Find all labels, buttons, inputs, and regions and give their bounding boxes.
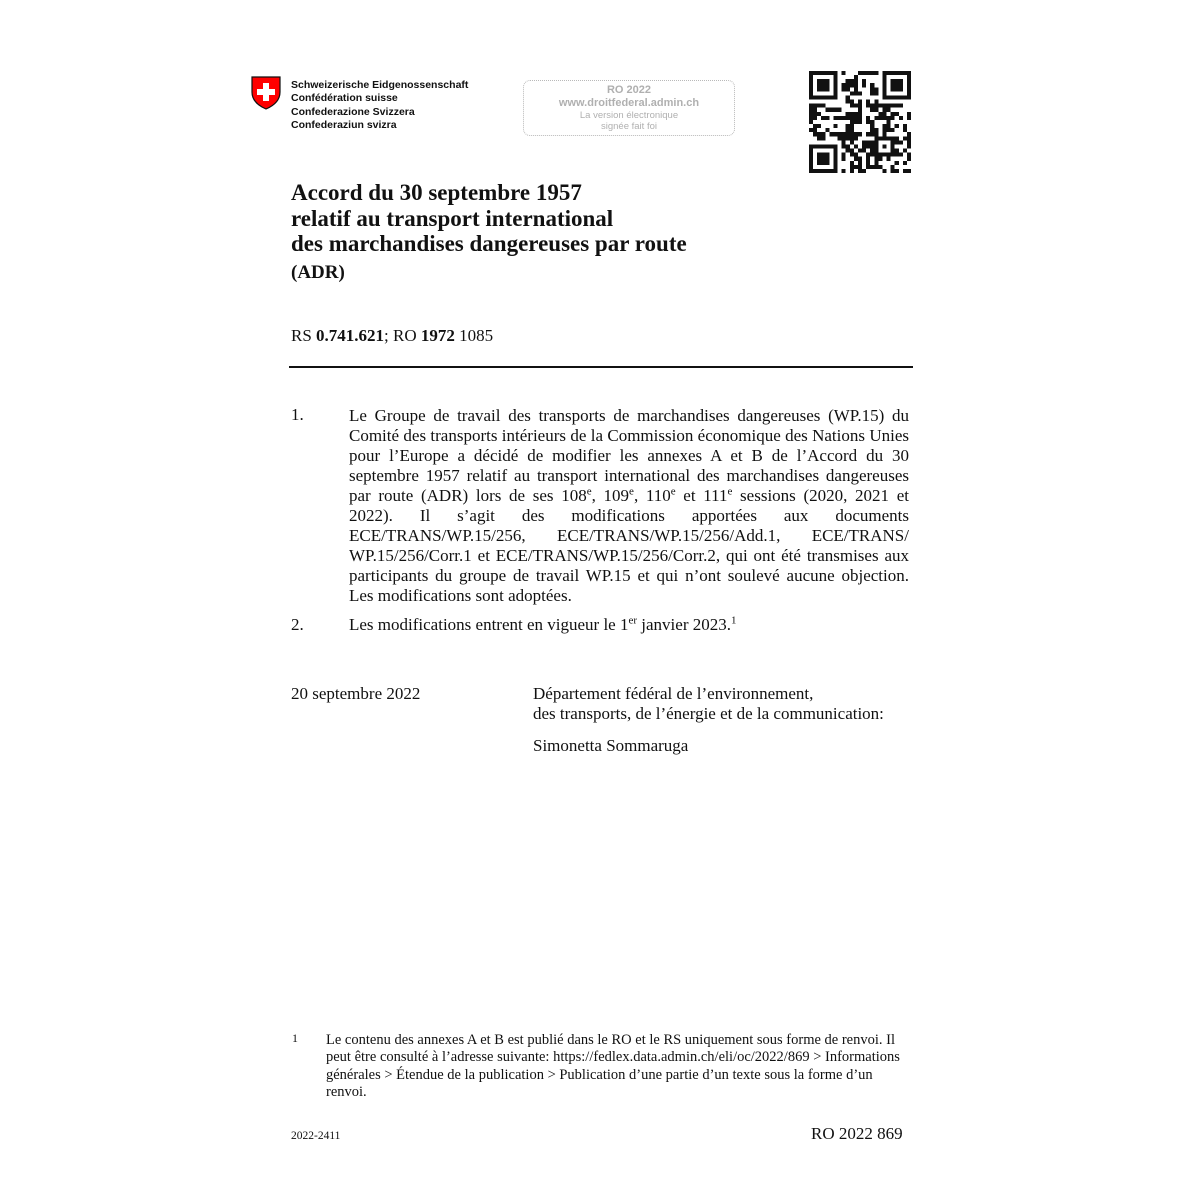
official-compilation-reference: RO 2022 869 (811, 1124, 903, 1143)
ro-year: 1972 (420, 326, 455, 345)
qr-code-icon (809, 71, 911, 173)
department-line: Département fédéral de l’environnement, (533, 684, 814, 703)
rs-label: RS (291, 326, 317, 345)
superscript: e (727, 485, 733, 498)
confederation-name-rm: Confederaziun svizra (291, 119, 397, 132)
article-text-part: sessions (2020, 2021 et 2022). Il s’agit des modifications apportées aux documents ECE/TRANS/WP.15/256, ECE/TRANS/WP.15/256/Add.1, ECE/TRANS/ WP.15/256/Corr.1 et ECE/TRANS/WP.15/256/Corr.2, qui ont été transmises aux participants du groupe de travail WP.15 et qui n’ont soulevé aucune objection. Les modifications sont adoptées. (349, 486, 909, 605)
ro-page: 1085 (454, 326, 494, 345)
article-text-part: , 109 (591, 486, 630, 505)
article-text-part: , 110 (633, 486, 671, 505)
title-line: Accord du 30 septembre 1957 (291, 180, 582, 205)
superscript: e (629, 485, 634, 498)
article-number: 1. (291, 405, 304, 424)
rs-number: 0.741.621 (316, 326, 385, 345)
footnote-text: Le contenu des annexes A et B est publié dans le RO et le RS uniquement sous forme de renvoi. Il peut être consulté à l’adresse suivante: https://fedlex.data.admin.ch/eli/oc/2022/869 > Informations générales > Étendue de la publication > Publication d’une partie d’un texte sous la forme d’un renvoi. (326, 1032, 900, 1101)
confederation-name-it: Confederazione Svizzera (291, 105, 415, 118)
department-line: des transports, de l’énergie et de la communication: (533, 704, 884, 723)
article-text (349, 615, 909, 635)
ro-label: ; RO (384, 326, 421, 345)
stamp-url[interactable]: www.droitfederal.admin.ch (558, 97, 700, 109)
footnote-number: 1 (292, 1031, 298, 1045)
signature-date: 20 septembre 2022 (291, 684, 421, 703)
article-number: 2. (291, 615, 304, 634)
swiss-coat-of-arms-icon (251, 76, 281, 110)
article-text-part: janvier 2023. (637, 615, 731, 634)
divider (289, 366, 913, 368)
electronic-signature-stamp (523, 80, 735, 136)
stamp-note-2: signée fait foi (601, 121, 657, 132)
article-text (349, 406, 909, 606)
page-title (291, 180, 687, 257)
stamp-ro: RO 2022 (606, 84, 652, 96)
superscript: e (670, 485, 676, 498)
article-text-part: Les modifications entrent en vigueur le 1 (349, 615, 629, 634)
title-line: des marchandises dangereuses par route (291, 231, 687, 256)
title-abbreviation: (ADR) (291, 262, 345, 283)
title-line: relatif au transport international (291, 205, 614, 231)
document-code: 2022-2411 (291, 1130, 341, 1142)
confederation-name-de: Schweizerische Eidgenossenschaft (291, 79, 469, 91)
article-text-part: et 111 (675, 486, 728, 505)
superscript: er (628, 614, 638, 627)
article-text-part: Le Groupe de travail des transports de marchandises dangereuses (WP.15) du Comité des transports intérieurs de la Commission économique des Nations Unies pour l’Europe a décidé de modifier les annexes A et B de l’Accord du 30 septembre 1957 relatif au transport international des marchandises dangereuses par route (ADR) lors de ses 108 (349, 406, 909, 505)
confederation-names (291, 79, 468, 133)
footnote-reference[interactable]: 1 (730, 614, 737, 627)
stamp-note-1: La version électronique (579, 110, 679, 121)
reference-line (291, 326, 493, 346)
superscript: e (586, 485, 592, 498)
department (533, 684, 884, 724)
confederation-name-fr: Confédération suisse (291, 92, 398, 105)
signer-name: Simonetta Sommaruga (533, 736, 689, 755)
